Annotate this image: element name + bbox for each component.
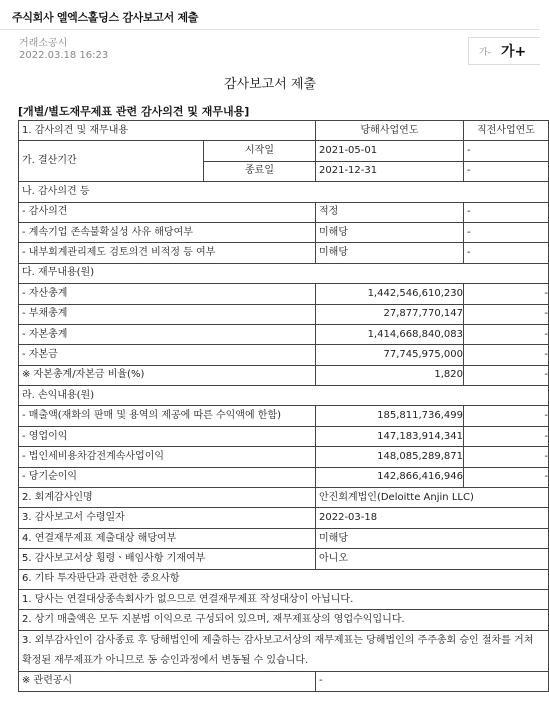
- table-cell: 종료일: [204, 161, 316, 181]
- table-cell: 147,183,914,341: [316, 426, 464, 446]
- table-cell: 148,085,289,871: [316, 447, 464, 467]
- table-cell: 안진회계법인(Deloitte Anjin LLC): [316, 488, 549, 508]
- table-cell: 미해당: [316, 222, 464, 242]
- table-row: [19, 304, 549, 324]
- table-row: [19, 569, 549, 589]
- source-label: 거래소공시: [19, 38, 68, 49]
- table-cell: 2021-12-31: [316, 161, 464, 181]
- table-row: [19, 284, 549, 304]
- table-cell: 4. 연결재무제표 제출대상 해당여부: [19, 528, 316, 548]
- table-cell: - 자본금: [19, 345, 316, 365]
- font-size-control: [468, 37, 540, 65]
- table-cell: -: [464, 304, 549, 324]
- table-cell: 27,877,770,147: [316, 304, 464, 324]
- table-cell: -: [464, 202, 549, 222]
- table-cell: 적정: [316, 202, 464, 222]
- table-row: [19, 528, 549, 548]
- note-cell: 2. 상기 매출액은 모두 지분법 이익으로 구성되어 있으며, 재무제표상의 영업수익입니다.: [19, 610, 549, 630]
- table-row: [19, 243, 549, 263]
- document-title: 감사보고서 제출: [223, 77, 317, 92]
- table-header-cell: 당해사업연도: [316, 121, 464, 141]
- table-cell: 3. 감사보고서 수령일자: [19, 508, 316, 528]
- disclosure-meta: [19, 38, 108, 62]
- table-cell: 1,414,668,840,083: [316, 324, 464, 344]
- timestamp: 2022.03.18 16:23: [19, 50, 109, 61]
- table-row: [19, 182, 549, 202]
- table-row: [19, 365, 549, 385]
- table-cell: -: [464, 161, 549, 181]
- font-increase-button[interactable]: 가+: [500, 44, 527, 60]
- table-row: [19, 508, 549, 528]
- table-row: [19, 589, 549, 609]
- table-cell: 142,866,416,946: [316, 467, 464, 487]
- table-cell: 가. 결산기간: [19, 141, 204, 182]
- table-cell: - 법인세비용차감전계속사업이익: [19, 447, 316, 467]
- table-cell: 1. 감사의견 및 재무내용: [19, 121, 316, 141]
- table-cell: - 자산총계: [19, 284, 316, 304]
- table-cell: -: [464, 365, 549, 385]
- font-decrease-button[interactable]: 가-: [479, 47, 491, 58]
- table-cell: 미해당: [316, 528, 549, 548]
- table-row: [19, 467, 549, 487]
- table-cell: 1,442,546,610,230: [316, 284, 464, 304]
- table-row: [19, 671, 549, 691]
- table-cell: -: [464, 406, 549, 426]
- table-cell: 77,745,975,000: [316, 345, 464, 365]
- table-cell: -: [464, 447, 549, 467]
- table-cell: -: [464, 222, 549, 242]
- table-cell: 시작일: [204, 141, 316, 161]
- page-title: 주식회사 엘엑스홀딩스 감사보고서 제출: [12, 11, 199, 24]
- page-header: [0, 0, 540, 30]
- section-title: [개별/별도재무제표 관련 감사의견 및 재무내용]: [18, 105, 250, 118]
- table-cell: 2. 회계감사인명: [19, 488, 316, 508]
- table-cell: - 감사의견: [19, 202, 316, 222]
- table-row: [19, 630, 549, 671]
- table-cell: - 자본총계: [19, 324, 316, 344]
- table-cell: - 내부회계관리제도 검토의견 비적정 등 여부: [19, 243, 316, 263]
- table-cell: -: [464, 324, 549, 344]
- table-row: [19, 447, 549, 467]
- table-row: [19, 488, 549, 508]
- table-cell: -: [464, 345, 549, 365]
- table-cell: - 부채총계: [19, 304, 316, 324]
- table-row: [19, 386, 549, 406]
- table-row: [19, 263, 549, 283]
- table-cell: ※ 관련공시: [19, 671, 316, 691]
- table-cell: -: [464, 141, 549, 161]
- table-cell: - 계속기업 존속불확실성 사유 해당여부: [19, 222, 316, 242]
- table-header-cell: 직전사업연도: [464, 121, 549, 141]
- table-cell: 나. 감사의견 등: [19, 182, 549, 202]
- table-row: [19, 324, 549, 344]
- table-cell: - 영업이익: [19, 426, 316, 446]
- table-row: [19, 141, 549, 161]
- note-cell: 1. 당사는 연결대상종속회사가 없으므로 연결재무제표 작성대상이 아닙니다.: [19, 589, 549, 609]
- table-cell: 2022-03-18: [316, 508, 549, 528]
- table-cell: - 당기순이익: [19, 467, 316, 487]
- table-cell: 미해당: [316, 243, 464, 263]
- table-cell: ※ 자본총계/자본금 비율(%): [19, 365, 316, 385]
- table-cell: 2021-05-01: [316, 141, 464, 161]
- table-cell: 6. 기타 투자판단과 관련한 중요사항: [19, 569, 549, 589]
- table-cell: - 매출액(재화의 판매 및 용역의 제공에 따른 수익액에 한함): [19, 406, 316, 426]
- table-cell: 아니오: [316, 549, 549, 569]
- table-row: [19, 610, 549, 630]
- table-cell: -: [464, 467, 549, 487]
- table-row: [19, 121, 549, 141]
- table-cell: -: [464, 243, 549, 263]
- table-cell: 1,820: [316, 365, 464, 385]
- table-row: [19, 345, 549, 365]
- table-cell: 다. 재무내용(원): [19, 263, 549, 283]
- table-cell: 185,811,736,499: [316, 406, 464, 426]
- table-cell: -: [464, 426, 549, 446]
- note-cell: 3. 외부감사인이 감사종료 후 당해법인에 제출하는 감사보고서상의 재무제표는 당해법인의 주주총회 승인 절차를 거쳐 확정된 재무제표가 아니므로 동 승인과정에서 변동될 수 있습니다.: [19, 630, 549, 671]
- table-row: [19, 202, 549, 222]
- table-row: [19, 406, 549, 426]
- table-cell: -: [316, 671, 549, 691]
- table-row: [19, 426, 549, 446]
- table-row: [19, 222, 549, 242]
- table-cell: -: [464, 284, 549, 304]
- audit-report-table: [18, 120, 549, 692]
- table-row: [19, 549, 549, 569]
- table-cell: 5. 감사보고서상 횡령ㆍ배임사항 기재여부: [19, 549, 316, 569]
- table-cell: 라. 손익내용(원): [19, 386, 549, 406]
